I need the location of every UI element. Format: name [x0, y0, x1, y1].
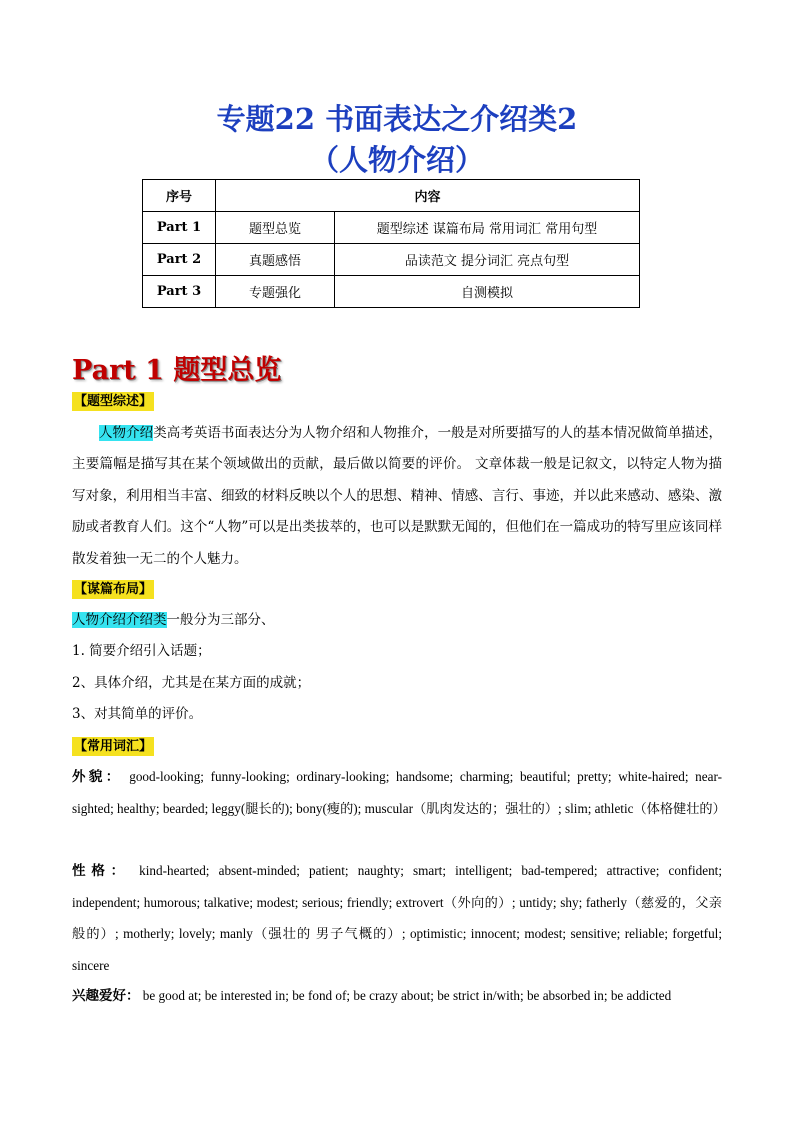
- header-cell-content: 内容: [216, 180, 640, 212]
- table-row: [143, 212, 640, 244]
- vocab-label: 【常用词汇】: [74, 739, 153, 754]
- part1-heading: Part 1 题型总览: [72, 355, 282, 386]
- cell-section: 真题感悟: [216, 244, 335, 276]
- document-subtitle: （人物介绍）: [309, 143, 484, 177]
- cell-section: 题型总览: [216, 212, 335, 244]
- list-item: 3、对其简单的评价。: [72, 706, 203, 722]
- vocab-text: kind-hearted; absent-minded; patient; naughty; smart; intelligent; bad-tempered; attractive; confident; independent; humorous; talkative; modest; serious; friendly; extrovert（外向的）; untidy; shy; fatherly（慈爱的，父亲般的）; motherly; lovely; manly（强壮的 男子气概的）; optimistic; innocent; modest; sensitive; reliable; forgetful; sincere: [72, 863, 723, 973]
- vocab-term: 性格：: [72, 863, 131, 879]
- table-row: [143, 244, 640, 276]
- header-cell-number: 序号: [143, 180, 216, 212]
- cell-content: 自测模拟: [335, 276, 640, 308]
- document-title: 专题22 书面表达之介绍类2: [216, 102, 578, 136]
- table-header-row: [143, 180, 640, 212]
- layout-label: 【谋篇布局】: [74, 582, 153, 597]
- overview-text: 类高考英语书面表达分为人物介绍和人物推介，一般是对所要描写的人的基本情况做简单描述，主要篇幅是描写其在某个领域做出的贡献，最后做以简要的评价。 文章体裁一般是记叙文，以特定人物为描写对象，利用相当丰富、细致的材料反映以个人的思想、精神、情感、言行、事迹，并以此来感动、感染、激励或者教育人们。这个“人物”可以是出类拔萃的，也可以是默默无闻的，但他们在一篇成功的特写里应该同样散发着独一无二的个人魅力。: [72, 425, 723, 567]
- layout-intro: [72, 605, 722, 636]
- list-item: 2、具体介绍，尤其是在某方面的成就；: [72, 675, 311, 691]
- cell-part: Part 2: [143, 244, 216, 276]
- contents-table: [142, 179, 640, 308]
- vocab-hobby: [72, 980, 722, 1012]
- cell-part: Part 1: [143, 212, 216, 244]
- table-row: [143, 276, 640, 308]
- vocab-personality: [72, 855, 722, 981]
- cell-part: Part 3: [143, 276, 216, 308]
- vocab-appearance: [72, 761, 726, 824]
- overview-paragraph: [72, 418, 722, 575]
- cell-content: 题型综述 谋篇布局 常用词汇 常用句型: [335, 212, 640, 244]
- cell-content: 品读范文 提分词汇 亮点句型: [335, 244, 640, 276]
- overview-label: 【题型综述】: [74, 394, 153, 409]
- vocab-term: 外貌：: [72, 769, 123, 785]
- layout-intro-text: 一般分为三部分、: [166, 612, 275, 628]
- highlighted-term: 人物介绍: [99, 425, 154, 441]
- cell-section: 专题强化: [216, 276, 335, 308]
- vocab-term: 兴趣爱好：: [72, 988, 140, 1004]
- list-item: 1. 简要介绍引入话题；: [72, 643, 211, 659]
- highlighted-term: 人物介绍介绍类: [72, 612, 167, 628]
- vocab-text: good-looking; funny-looking; ordinary-looking; handsome; charming; beautiful; pretty; white-haired; near-sighted; healthy; bearded; leggy(腿长的); bony(瘦的); muscular（肌肉发达的；强壮的）; slim; athletic（体格健壮的）: [72, 769, 726, 817]
- vocab-text: be good at; be interested in; be fond of; be crazy about; be strict in/with; be absorbed in; be addicted: [139, 988, 672, 1003]
